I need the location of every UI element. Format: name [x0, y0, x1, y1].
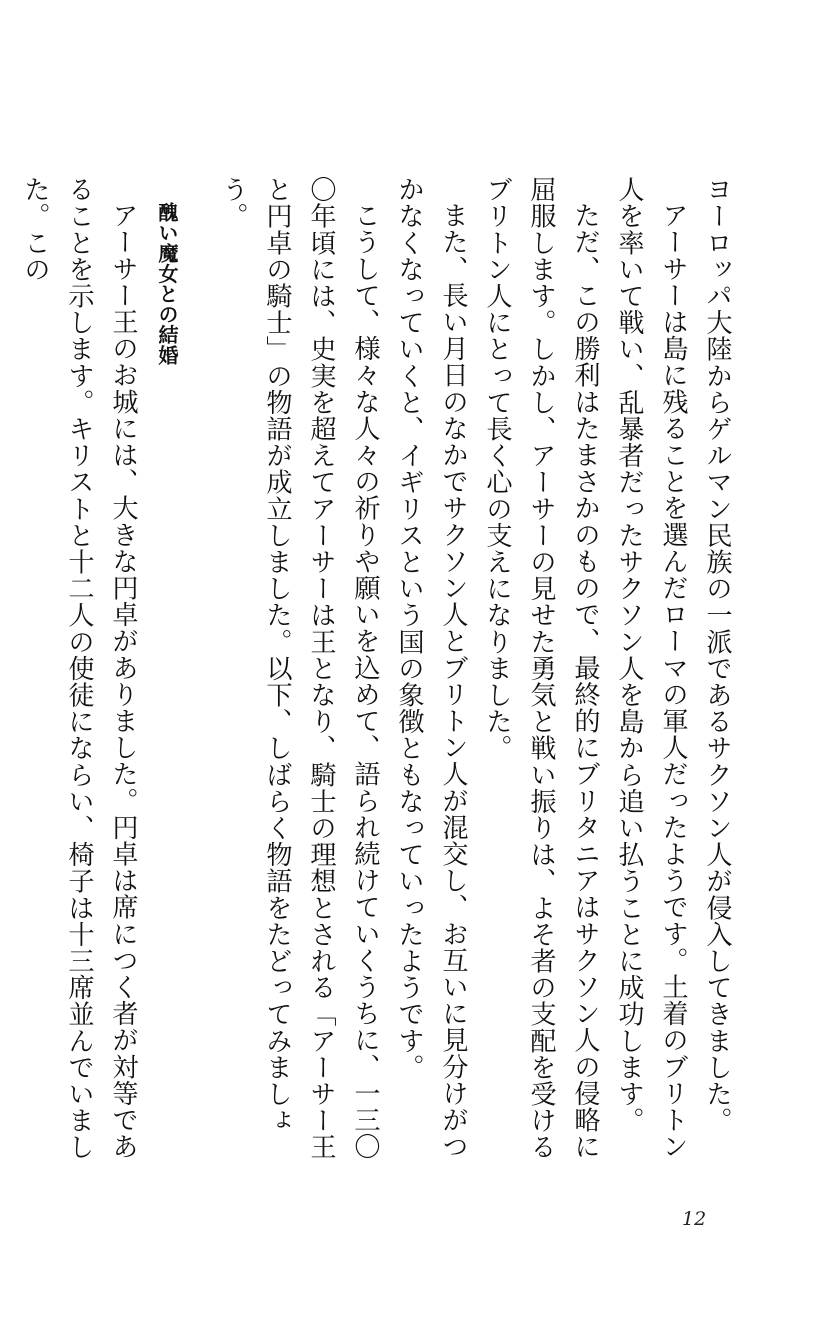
paragraph-2: アーサーは島に残ることを選んだローマの軍人だったようです。土着のブリトン人を率いて戦い、乱暴者だったサクソン人を島から追い払うことに成功します。	[614, 176, 688, 1160]
paragraph-3: ただ、この勝利はたまさかのもので、最終的にブリタニアはサクソン人の侵略に屈服します。しかし、アーサーの見せた勇気と戦い振りは、よそ者の支配を受けるブリトン人にとって長く心の支えになりました。	[482, 176, 600, 1161]
paragraph-6: アーサー王のお城には、大きな円卓がありました。円卓は席につく者が対等であることを示します。キリストと十二人の使徒にならい、椅子は十三席並んでいました。この	[20, 176, 138, 1161]
paragraph-1: ヨーロッパ大陸からゲルマン民族の一派であるサクソン人が侵入してきました。	[702, 176, 732, 1134]
page-number: 12	[682, 1208, 707, 1230]
vertical-text-body	[13, 176, 739, 1186]
paragraph-4: また、長い月日のなかでサクソン人とブリトン人が混交し、お互いに見分けがつかなくなっていくと、イギリスという国の象徴ともなっていったようです。	[394, 176, 468, 1160]
paragraph-5: こうして、様々な人々の祈りや願いを込めて、語られ続けていくうちに、一三〇〇年頃には、史実を超えてアーサーは王となり、騎士の理想とされる「アーサー王と円卓の騎士」の物語が成立しました。以下、しばらく物語をたどってみましょう。	[218, 176, 380, 1161]
section-heading: 醜い魔女との結婚	[155, 202, 179, 366]
